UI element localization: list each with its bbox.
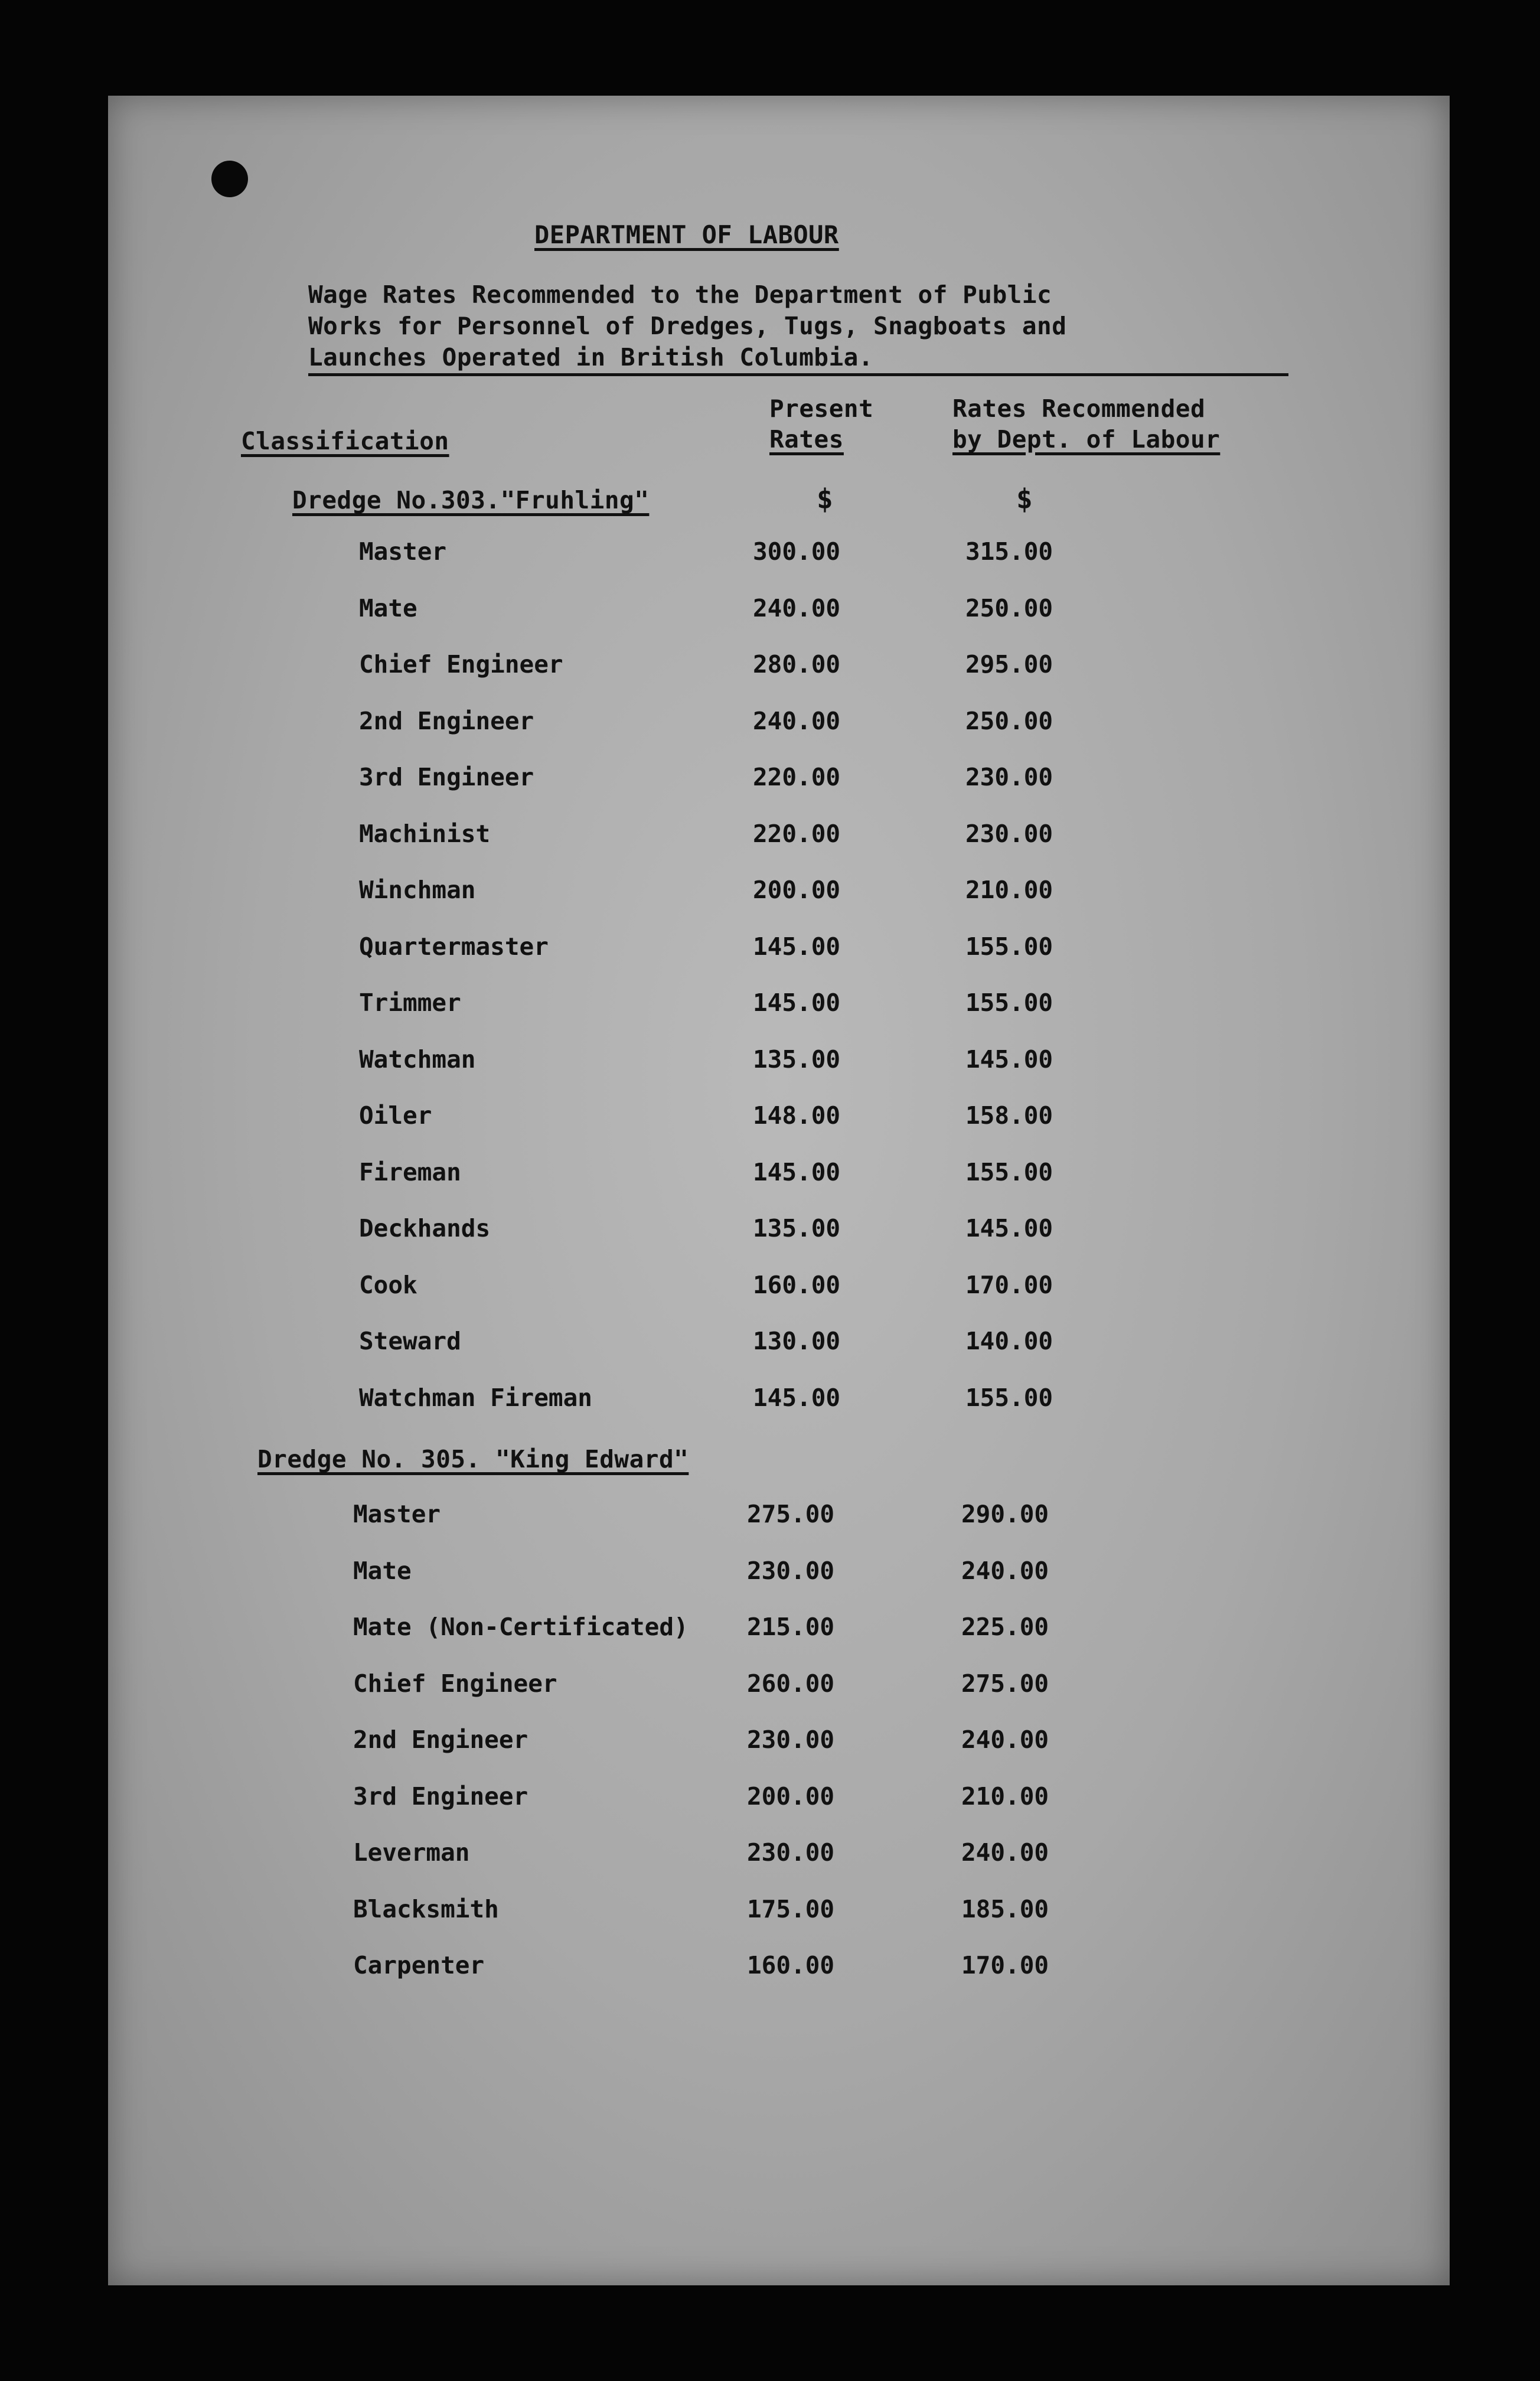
heading-underline <box>308 373 1288 376</box>
recommended-rate-cell: 290.00 <box>961 1500 1049 1528</box>
table-row <box>108 1782 1450 1818</box>
recommended-rate-cell: 210.00 <box>965 876 1053 904</box>
classification-cell: Watchman <box>359 1045 476 1074</box>
classification-cell: Master <box>359 537 447 566</box>
document-page <box>108 96 1450 2285</box>
present-rate-cell: 230.00 <box>747 1556 835 1585</box>
table-row <box>108 1557 1450 1592</box>
table-row <box>108 594 1450 630</box>
classification-cell: Carpenter <box>353 1951 485 1979</box>
recommended-rate-cell: 295.00 <box>965 650 1053 679</box>
section-title-fruhling: Dredge No.303."Fruhling" <box>292 486 650 514</box>
table-row <box>108 763 1450 798</box>
classification-cell: Quartermaster <box>359 932 549 961</box>
heading-line-1: Wage Rates Recommended to the Department of Public <box>308 280 1052 309</box>
table-row <box>108 820 1450 855</box>
recommended-rate-cell: 250.00 <box>965 593 1053 622</box>
present-rate-cell: 220.00 <box>753 819 841 848</box>
present-rate-cell: 145.00 <box>753 1383 841 1412</box>
classification-cell: Mate (Non-Certificated) <box>353 1613 689 1641</box>
table-row <box>108 1045 1450 1081</box>
classification-cell: Master <box>353 1500 441 1528</box>
present-rate-cell: 145.00 <box>753 1157 841 1186</box>
table-row <box>108 932 1450 968</box>
present-rate-cell: 240.00 <box>753 593 841 622</box>
table-row <box>108 1384 1450 1419</box>
recommended-rate-cell: 145.00 <box>965 1045 1053 1074</box>
table-row <box>108 1158 1450 1193</box>
classification-cell: Cook <box>359 1270 417 1299</box>
recommended-rate-cell: 230.00 <box>965 819 1053 848</box>
table-row <box>108 1951 1450 1987</box>
present-rate-cell: 230.00 <box>747 1838 835 1867</box>
col-classification: Classification <box>241 427 449 455</box>
recommended-rate-cell: 155.00 <box>965 932 1053 961</box>
present-rate-cell: 135.00 <box>753 1214 841 1242</box>
table-row <box>108 1214 1450 1250</box>
table-row <box>108 1327 1450 1362</box>
col-present-line1: Present <box>769 394 874 423</box>
present-rate-cell: 130.00 <box>753 1327 841 1355</box>
classification-cell: Blacksmith <box>353 1894 499 1923</box>
table-row <box>108 537 1450 573</box>
recommended-rate-cell: 170.00 <box>961 1951 1049 1979</box>
classification-cell: Mate <box>359 593 417 622</box>
present-rate-cell: 175.00 <box>747 1894 835 1923</box>
present-rate-cell: 215.00 <box>747 1613 835 1641</box>
section-title-king-edward: Dredge No. 305. "King Edward" <box>257 1445 689 1473</box>
currency-present: $ <box>817 483 834 515</box>
recommended-rate-cell: 155.00 <box>965 1157 1053 1186</box>
recommended-rate-cell: 145.00 <box>965 1214 1053 1242</box>
classification-cell: Chief Engineer <box>353 1669 557 1698</box>
table-row <box>108 1500 1450 1535</box>
classification-cell: 2nd Engineer <box>353 1726 528 1754</box>
classification-cell: Deckhands <box>359 1214 491 1242</box>
present-rate-cell: 300.00 <box>753 537 841 566</box>
present-rate-cell: 280.00 <box>753 650 841 679</box>
table-row <box>108 707 1450 742</box>
department-title: DEPARTMENT OF LABOUR <box>534 220 839 249</box>
classification-cell: Chief Engineer <box>359 650 563 679</box>
classification-cell: Oiler <box>359 1101 432 1130</box>
recommended-rate-cell: 158.00 <box>965 1101 1053 1130</box>
recommended-rate-cell: 140.00 <box>965 1327 1053 1355</box>
classification-cell: Machinist <box>359 819 491 848</box>
present-rate-cell: 240.00 <box>753 706 841 735</box>
currency-recommended: $ <box>1016 483 1033 515</box>
classification-cell: Mate <box>353 1556 412 1585</box>
recommended-rate-cell: 185.00 <box>961 1894 1049 1923</box>
recommended-rate-cell: 155.00 <box>965 1383 1053 1412</box>
classification-cell: Fireman <box>359 1157 461 1186</box>
table-row <box>108 1101 1450 1137</box>
recommended-rate-cell: 170.00 <box>965 1270 1053 1299</box>
present-rate-cell: 200.00 <box>753 876 841 904</box>
col-present-line2: Rates <box>769 425 844 454</box>
recommended-rate-cell: 225.00 <box>961 1613 1049 1641</box>
recommended-rate-cell: 240.00 <box>961 1838 1049 1867</box>
table-row <box>108 1838 1450 1874</box>
recommended-rate-cell: 315.00 <box>965 537 1053 566</box>
present-rate-cell: 148.00 <box>753 1101 841 1130</box>
recommended-rate-cell: 210.00 <box>961 1782 1049 1811</box>
recommended-rate-cell: 275.00 <box>961 1669 1049 1698</box>
table-row <box>108 1271 1450 1306</box>
col-recommended-line1: Rates Recommended <box>952 394 1206 423</box>
classification-cell: 3rd Engineer <box>353 1782 528 1811</box>
classification-cell: Winchman <box>359 876 476 904</box>
present-rate-cell: 135.00 <box>753 1045 841 1074</box>
classification-cell: 2nd Engineer <box>359 706 534 735</box>
present-rate-cell: 260.00 <box>747 1669 835 1698</box>
recommended-rate-cell: 230.00 <box>965 763 1053 791</box>
recommended-rate-cell: 240.00 <box>961 1726 1049 1754</box>
classification-cell: Leverman <box>353 1838 470 1867</box>
heading-line-3: Launches Operated in British Columbia. <box>308 343 873 371</box>
classification-cell: Watchman Fireman <box>359 1383 592 1412</box>
present-rate-cell: 145.00 <box>753 989 841 1017</box>
classification-cell: Trimmer <box>359 989 461 1017</box>
present-rate-cell: 160.00 <box>753 1270 841 1299</box>
table-row <box>108 989 1450 1024</box>
col-recommended-line2: by Dept. of Labour <box>952 425 1221 454</box>
recommended-rate-cell: 240.00 <box>961 1556 1049 1585</box>
present-rate-cell: 220.00 <box>753 763 841 791</box>
present-rate-cell: 200.00 <box>747 1782 835 1811</box>
punch-hole <box>211 161 248 197</box>
table-row <box>108 1895 1450 1930</box>
table-row <box>108 876 1450 911</box>
table-row <box>108 650 1450 686</box>
recommended-rate-cell: 155.00 <box>965 989 1053 1017</box>
heading-line-2: Works for Personnel of Dredges, Tugs, Snagboats and <box>308 312 1067 340</box>
table-row <box>108 1669 1450 1705</box>
table-row <box>108 1613 1450 1648</box>
present-rate-cell: 145.00 <box>753 932 841 961</box>
present-rate-cell: 275.00 <box>747 1500 835 1528</box>
present-rate-cell: 230.00 <box>747 1726 835 1754</box>
recommended-rate-cell: 250.00 <box>965 706 1053 735</box>
classification-cell: Steward <box>359 1327 461 1355</box>
classification-cell: 3rd Engineer <box>359 763 534 791</box>
table-row <box>108 1726 1450 1761</box>
present-rate-cell: 160.00 <box>747 1951 835 1979</box>
